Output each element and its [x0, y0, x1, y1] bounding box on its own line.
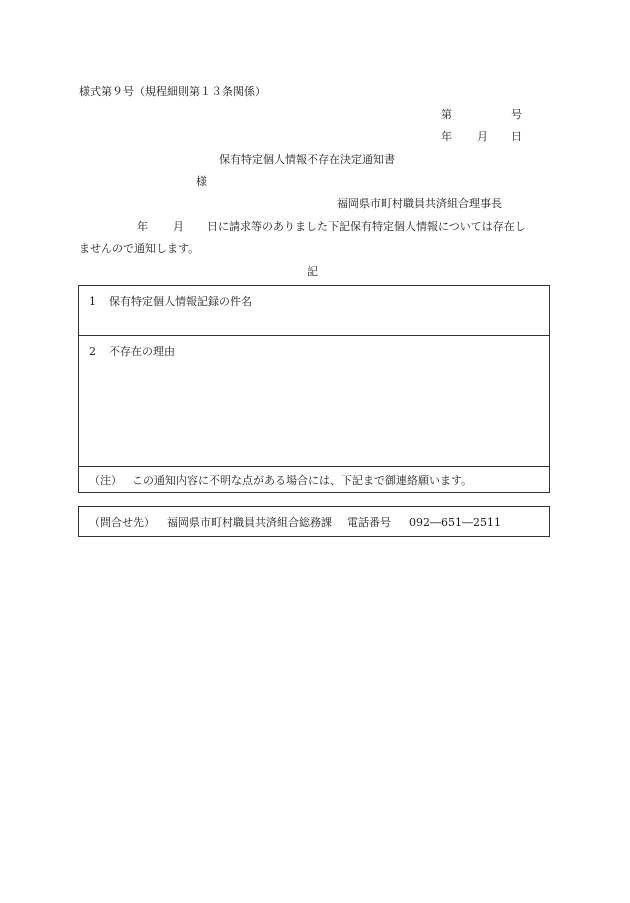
recipient-suffix: 様 — [196, 175, 207, 188]
date-year-label: 年 — [441, 130, 452, 143]
contact-organization: 福岡県市町村職員共済組合総務課 — [167, 516, 332, 529]
date-day-label: 日 — [511, 130, 522, 143]
item2-number: 2 — [89, 345, 96, 358]
issuer-name: 福岡県市町村職員共済組合理事長 — [337, 197, 502, 210]
form-number: 様式第９号（規程細則第１３条関係） — [79, 85, 266, 98]
contact-label: （問合せ先） — [89, 516, 155, 529]
contact-box — [78, 506, 550, 537]
table-divider — [79, 335, 549, 336]
date-month-label: 月 — [477, 130, 488, 143]
contact-phone-label: 電話番号 — [347, 516, 391, 529]
body-text-line-2: ませんので通知します。 — [79, 242, 200, 255]
note-text: この通知内容に不明な点がある場合には、下記まで御連絡願います。 — [132, 474, 473, 487]
body-text-line-1: 日に請求等のありました下記保有特定個人情報については存在し — [207, 220, 526, 233]
item2-label: 不存在の理由 — [109, 345, 175, 358]
item1-number: 1 — [89, 295, 96, 308]
document-number-suffix: 号 — [511, 108, 522, 121]
request-month-label: 月 — [173, 220, 184, 233]
ki-heading: 記 — [307, 265, 318, 278]
document-title: 保有特定個人情報不存在決定通知書 — [219, 153, 395, 166]
note-label: （注） — [89, 474, 122, 487]
table-divider — [79, 466, 549, 467]
details-table — [78, 285, 550, 493]
document-number-prefix: 第 — [441, 108, 452, 121]
request-year-label: 年 — [137, 220, 148, 233]
contact-phone-number: 092―651―2511 — [409, 516, 501, 529]
item1-label: 保有特定個人情報記録の件名 — [109, 295, 252, 308]
